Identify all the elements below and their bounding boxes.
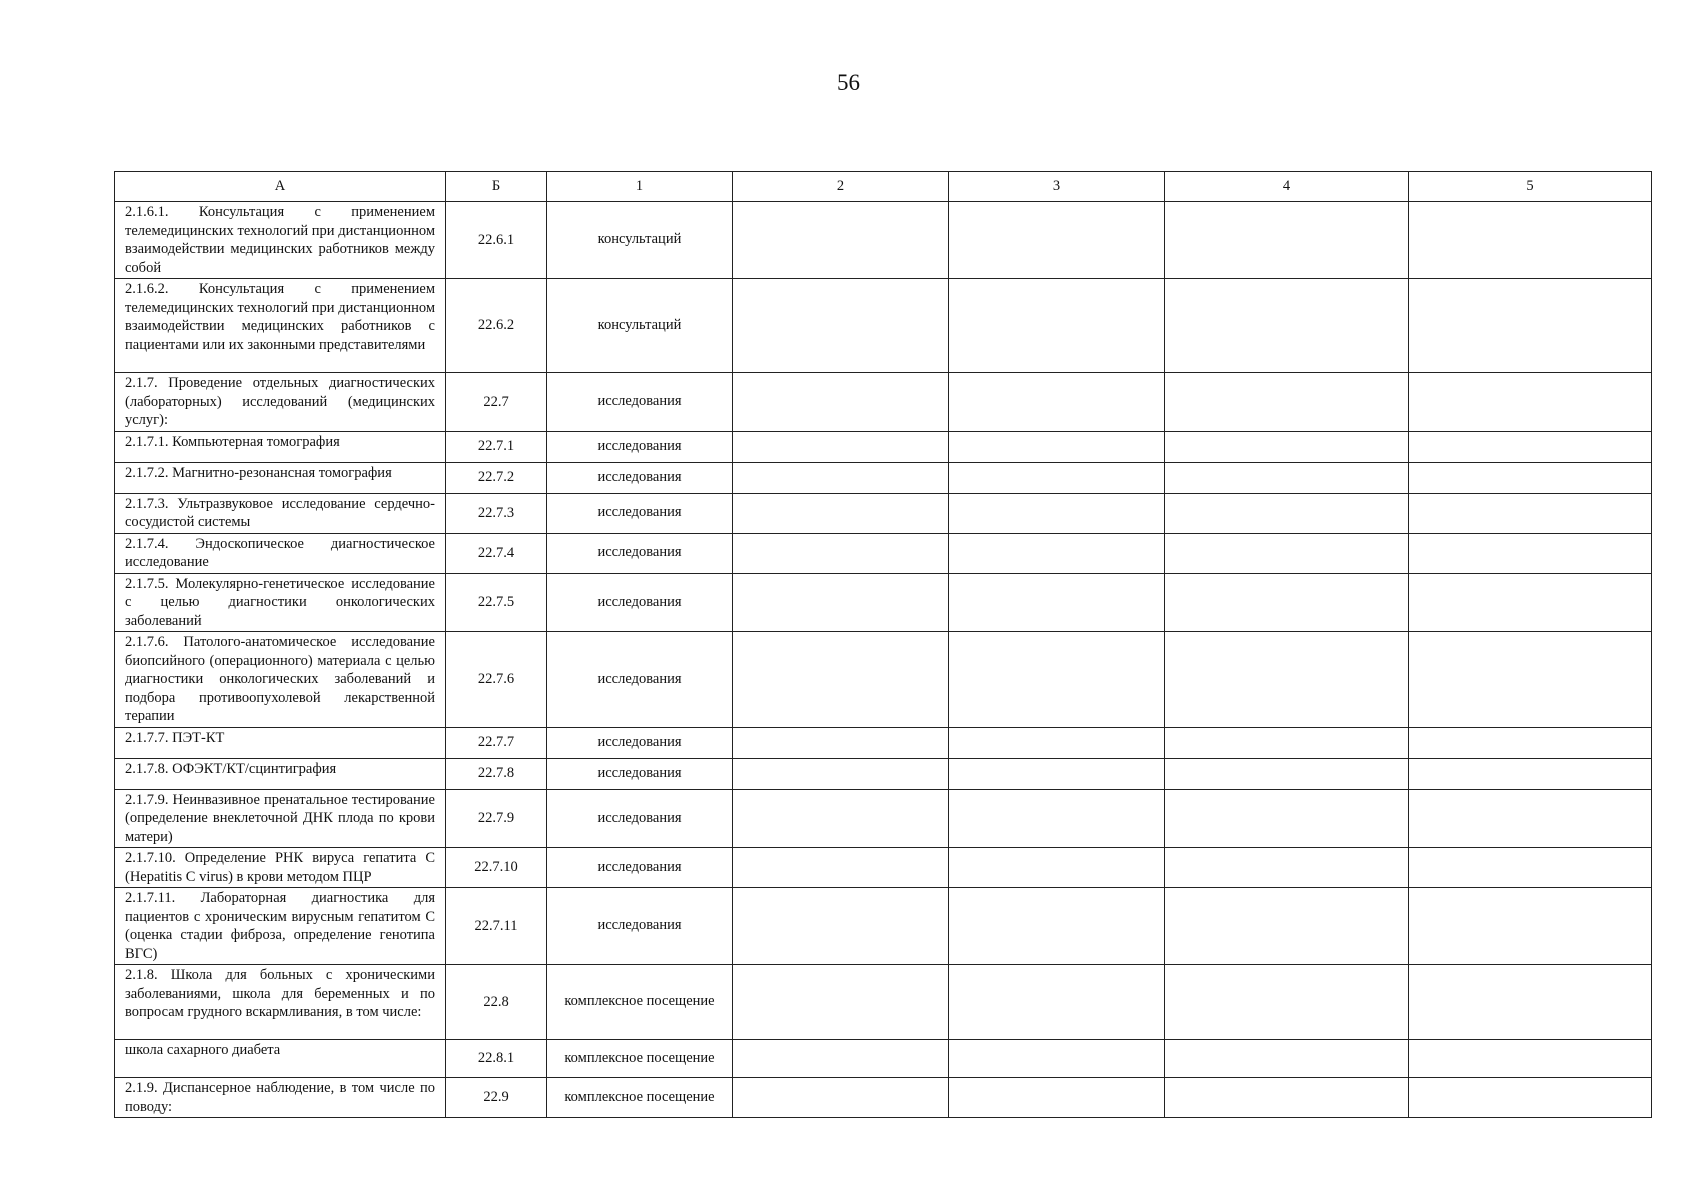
row-code-cell: 22.6.1 — [446, 202, 547, 279]
column-header: 2 — [733, 172, 949, 202]
value-cell-2 — [733, 758, 949, 789]
unit-cell: исследования — [547, 493, 733, 533]
indicator-name-cell: 2.1.7.11. Лабораторная диагностика для пациентов с хроническим вирусным гепатитом С (оценка стадии фиброза, определение генотипа ВГС) — [115, 888, 446, 965]
row-code-cell: 22.7.6 — [446, 632, 547, 728]
value-cell-4 — [1165, 533, 1409, 573]
row-code-cell: 22.7.4 — [446, 533, 547, 573]
row-code-cell: 22.8 — [446, 965, 547, 1040]
unit-cell: комплексное посещение — [547, 965, 733, 1040]
unit-cell: исследования — [547, 431, 733, 462]
value-cell-2 — [733, 888, 949, 965]
value-cell-4 — [1165, 789, 1409, 848]
value-cell-4 — [1165, 1040, 1409, 1078]
table-row — [115, 632, 1652, 728]
table-row — [115, 848, 1652, 888]
value-cell-2 — [733, 373, 949, 432]
value-cell-3 — [949, 888, 1165, 965]
indicator-name-cell: 2.1.7. Проведение отдельных диагностических (лабораторных) исследований (медицинских услуг): — [115, 373, 446, 432]
unit-cell: исследования — [547, 789, 733, 848]
value-cell-4 — [1165, 462, 1409, 493]
unit-cell: консультаций — [547, 202, 733, 279]
table-row — [115, 493, 1652, 533]
value-cell-2 — [733, 1078, 949, 1118]
value-cell-5 — [1409, 1040, 1652, 1078]
row-code-cell: 22.7 — [446, 373, 547, 432]
indicator-name-cell: 2.1.7.3. Ультразвуковое исследование сердечно-сосудистой системы — [115, 493, 446, 533]
value-cell-4 — [1165, 632, 1409, 728]
value-cell-3 — [949, 462, 1165, 493]
value-cell-2 — [733, 462, 949, 493]
table-header-row — [115, 172, 1652, 202]
indicators-table — [114, 171, 1652, 1118]
value-cell-3 — [949, 573, 1165, 632]
table-row — [115, 888, 1652, 965]
column-header: 4 — [1165, 172, 1409, 202]
value-cell-4 — [1165, 848, 1409, 888]
value-cell-5 — [1409, 965, 1652, 1040]
table-row — [115, 789, 1652, 848]
value-cell-5 — [1409, 462, 1652, 493]
value-cell-3 — [949, 373, 1165, 432]
value-cell-5 — [1409, 848, 1652, 888]
table-row — [115, 279, 1652, 373]
row-code-cell: 22.7.7 — [446, 727, 547, 758]
value-cell-3 — [949, 848, 1165, 888]
value-cell-5 — [1409, 431, 1652, 462]
value-cell-2 — [733, 493, 949, 533]
table-row — [115, 1040, 1652, 1078]
value-cell-5 — [1409, 632, 1652, 728]
indicator-name-cell: 2.1.9. Диспансерное наблюдение, в том числе по поводу: — [115, 1078, 446, 1118]
value-cell-5 — [1409, 373, 1652, 432]
unit-cell: комплексное посещение — [547, 1078, 733, 1118]
column-header: А — [115, 172, 446, 202]
value-cell-2 — [733, 533, 949, 573]
row-code-cell: 22.6.2 — [446, 279, 547, 373]
value-cell-3 — [949, 965, 1165, 1040]
row-code-cell: 22.7.3 — [446, 493, 547, 533]
row-code-cell: 22.7.2 — [446, 462, 547, 493]
value-cell-3 — [949, 533, 1165, 573]
row-code-cell: 22.8.1 — [446, 1040, 547, 1078]
indicator-name-cell: 2.1.7.9. Неинвазивное пренатальное тестирование (определение внеклеточной ДНК плода по крови матери) — [115, 789, 446, 848]
column-header: Б — [446, 172, 547, 202]
unit-cell: исследования — [547, 533, 733, 573]
indicator-name-cell: 2.1.8. Школа для больных с хроническими заболеваниями, школа для беременных и по вопросам грудного вскармливания, в том числе: — [115, 965, 446, 1040]
value-cell-5 — [1409, 727, 1652, 758]
value-cell-5 — [1409, 573, 1652, 632]
value-cell-4 — [1165, 888, 1409, 965]
indicators-table-wrapper — [114, 171, 1651, 1118]
row-code-cell: 22.9 — [446, 1078, 547, 1118]
value-cell-2 — [733, 727, 949, 758]
unit-cell: исследования — [547, 758, 733, 789]
column-header: 1 — [547, 172, 733, 202]
value-cell-2 — [733, 632, 949, 728]
table-row — [115, 727, 1652, 758]
value-cell-2 — [733, 279, 949, 373]
value-cell-4 — [1165, 1078, 1409, 1118]
value-cell-3 — [949, 1078, 1165, 1118]
row-code-cell: 22.7.10 — [446, 848, 547, 888]
column-header: 3 — [949, 172, 1165, 202]
value-cell-3 — [949, 202, 1165, 279]
unit-cell: исследования — [547, 848, 733, 888]
column-header: 5 — [1409, 172, 1652, 202]
table-row — [115, 373, 1652, 432]
value-cell-3 — [949, 279, 1165, 373]
row-code-cell: 22.7.8 — [446, 758, 547, 789]
table-row — [115, 1078, 1652, 1118]
value-cell-4 — [1165, 573, 1409, 632]
row-code-cell: 22.7.11 — [446, 888, 547, 965]
value-cell-5 — [1409, 1078, 1652, 1118]
indicator-name-cell: 2.1.7.1. Компьютерная томография — [115, 431, 446, 462]
value-cell-4 — [1165, 373, 1409, 432]
table-row — [115, 533, 1652, 573]
table-body — [115, 202, 1652, 1118]
value-cell-4 — [1165, 202, 1409, 279]
row-code-cell: 22.7.5 — [446, 573, 547, 632]
value-cell-5 — [1409, 279, 1652, 373]
unit-cell: комплексное посещение — [547, 1040, 733, 1078]
indicator-name-cell: 2.1.7.2. Магнитно-резонансная томография — [115, 462, 446, 493]
value-cell-3 — [949, 758, 1165, 789]
value-cell-3 — [949, 727, 1165, 758]
value-cell-4 — [1165, 965, 1409, 1040]
value-cell-5 — [1409, 202, 1652, 279]
value-cell-2 — [733, 202, 949, 279]
indicator-name-cell: 2.1.6.1. Консультация с применением телемедицинских технологий при дистанционном взаимодействии медицинских работников между собой — [115, 202, 446, 279]
indicator-name-cell: школа сахарного диабета — [115, 1040, 446, 1078]
page-number: 56 — [837, 70, 860, 95]
value-cell-4 — [1165, 493, 1409, 533]
value-cell-4 — [1165, 758, 1409, 789]
unit-cell: исследования — [547, 373, 733, 432]
value-cell-2 — [733, 1040, 949, 1078]
value-cell-3 — [949, 789, 1165, 848]
value-cell-2 — [733, 965, 949, 1040]
indicator-name-cell: 2.1.7.10. Определение РНК вируса гепатита C (Hepatitis C virus) в крови методом ПЦР — [115, 848, 446, 888]
value-cell-2 — [733, 848, 949, 888]
value-cell-2 — [733, 431, 949, 462]
value-cell-3 — [949, 632, 1165, 728]
table-row — [115, 965, 1652, 1040]
table-row — [115, 758, 1652, 789]
table-row — [115, 431, 1652, 462]
indicator-name-cell: 2.1.7.7. ПЭТ-КТ — [115, 727, 446, 758]
value-cell-5 — [1409, 493, 1652, 533]
value-cell-4 — [1165, 727, 1409, 758]
unit-cell: исследования — [547, 462, 733, 493]
value-cell-3 — [949, 493, 1165, 533]
value-cell-3 — [949, 1040, 1165, 1078]
indicator-name-cell: 2.1.7.5. Молекулярно-генетическое исследование с целью диагностики онкологических заболеваний — [115, 573, 446, 632]
unit-cell: консультаций — [547, 279, 733, 373]
value-cell-4 — [1165, 431, 1409, 462]
indicator-name-cell: 2.1.7.6. Патолого-анатомическое исследование биопсийного (операционного) материала с целью диагностики онкологических заболеваний и подбора противоопухолевой лекарственной терапии — [115, 632, 446, 728]
row-code-cell: 22.7.9 — [446, 789, 547, 848]
value-cell-5 — [1409, 533, 1652, 573]
indicator-name-cell: 2.1.7.4. Эндоскопическое диагностическое исследование — [115, 533, 446, 573]
table-row — [115, 573, 1652, 632]
unit-cell: исследования — [547, 888, 733, 965]
value-cell-5 — [1409, 758, 1652, 789]
table-row — [115, 462, 1652, 493]
unit-cell: исследования — [547, 727, 733, 758]
indicator-name-cell: 2.1.7.8. ОФЭКТ/КТ/сцинтиграфия — [115, 758, 446, 789]
value-cell-5 — [1409, 888, 1652, 965]
unit-cell: исследования — [547, 632, 733, 728]
table-row — [115, 202, 1652, 279]
value-cell-2 — [733, 573, 949, 632]
value-cell-2 — [733, 789, 949, 848]
indicator-name-cell: 2.1.6.2. Консультация с применением телемедицинских технологий при дистанционном взаимодействии медицинских работников с пациентами или их законными представителями — [115, 279, 446, 373]
value-cell-4 — [1165, 279, 1409, 373]
value-cell-5 — [1409, 789, 1652, 848]
unit-cell: исследования — [547, 573, 733, 632]
row-code-cell: 22.7.1 — [446, 431, 547, 462]
value-cell-3 — [949, 431, 1165, 462]
